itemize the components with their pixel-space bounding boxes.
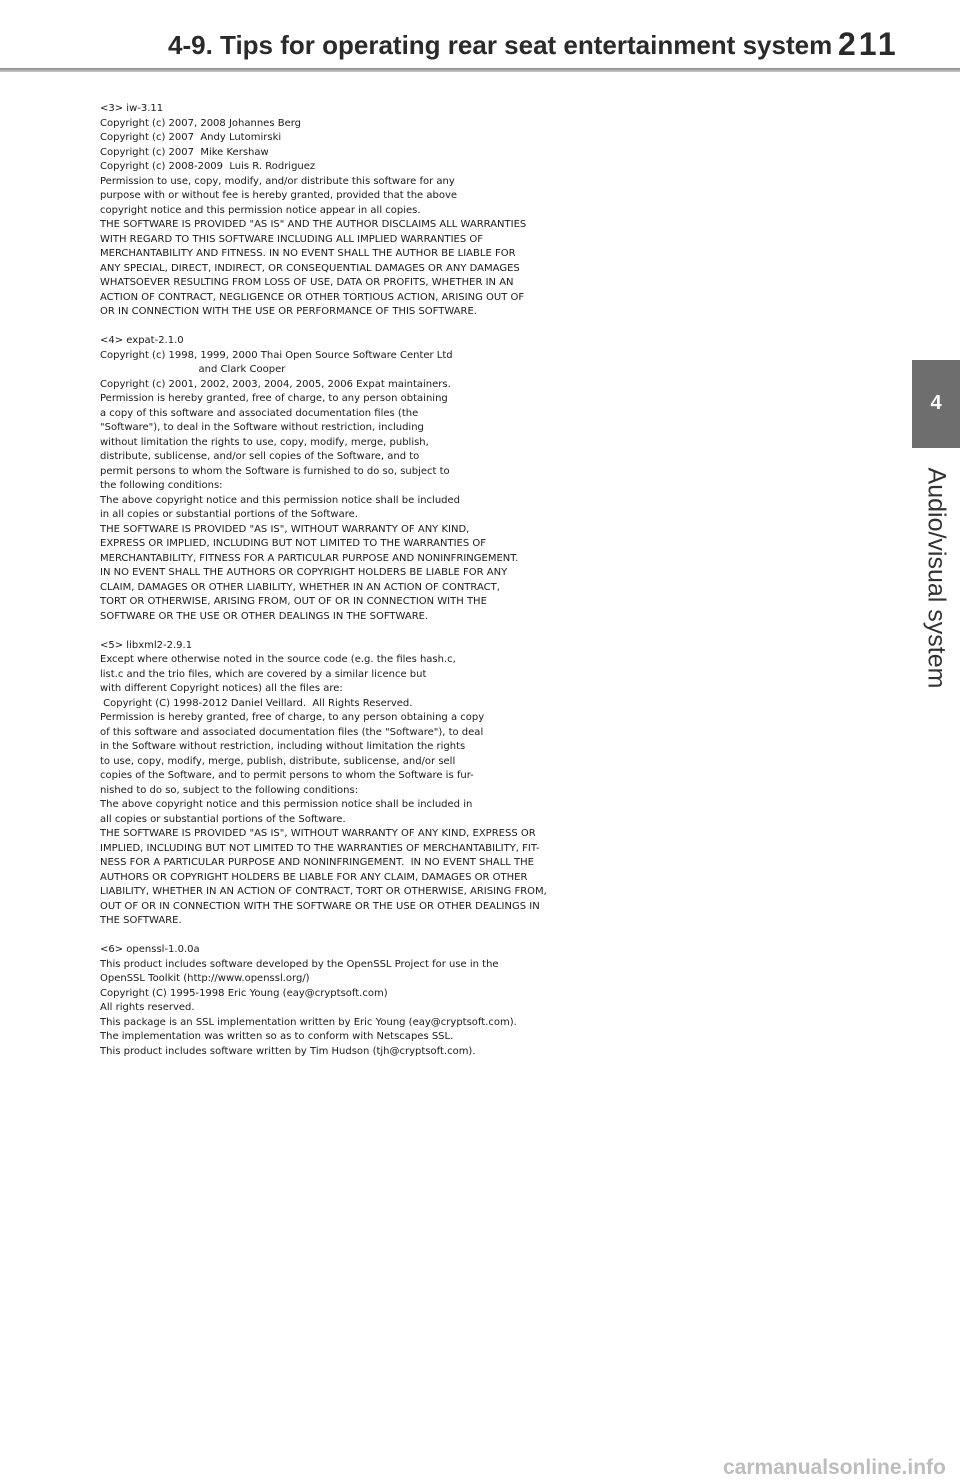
text-line: Except where otherwise noted in the source code (e.g. the files hash.c, (100, 654, 456, 665)
text-line: Copyright (c) 2007 Mike Kershaw (100, 146, 269, 158)
text-line: MERCHANTABILITY AND FITNESS. IN NO EVENT SHALL THE AUTHOR BE LIABLE FOR (100, 248, 516, 259)
text-line: and Clark Cooper (100, 364, 286, 375)
text-line: all copies or substantial portions of the Software. (100, 813, 346, 825)
text-line: permit persons to whom the Software is furnished to do so, subject to (100, 465, 450, 477)
watermark: carmanualsonline.info (723, 1456, 946, 1479)
chapter-label: Audio/visual system (922, 467, 951, 689)
text-line: purpose with or without fee is hereby granted, provided that the above (100, 190, 458, 201)
text-line: EXPRESS OR IMPLIED, INCLUDING BUT NOT LIMITED TO THE WARRANTIES OF (100, 538, 487, 549)
chapter-number: 4 (930, 392, 942, 414)
text-line: <4> expat-2.1.0 (100, 335, 184, 346)
text-line: a copy of this software and associated documentation files (the (100, 407, 419, 419)
text-line: LIABILITY, WHETHER IN AN ACTION OF CONTRACT, TORT OR OTHERWISE, ARISING FROM, (100, 886, 547, 897)
text-line: list.c and the trio files, which are covered by a similar licence but (100, 668, 427, 680)
license-text (100, 102, 700, 1074)
text-line: copyright notice and this permission notice appear in all copies. (100, 204, 421, 216)
text-line: Permission is hereby granted, free of charge, to any person obtaining a copy (100, 712, 485, 723)
text-line: Copyright (C) 1995-1998 Eric Young (eay@cryptsoft.com) (100, 987, 388, 999)
text-line: in the Software without restriction, including without limitation the rights (100, 741, 466, 752)
text-line: The above copyright notice and this permission notice shall be included (100, 494, 461, 506)
text-line: the following conditions: (100, 480, 223, 491)
text-line: THE SOFTWARE IS PROVIDED "AS IS", WITHOUT WARRANTY OF ANY KIND, (100, 523, 470, 535)
text-line: Copyright (c) 2008-2009 Luis R. Rodriguez (100, 161, 316, 172)
text-line: ANY SPECIAL, DIRECT, INDIRECT, OR CONSEQUENTIAL DAMAGES OR ANY DAMAGES (100, 262, 520, 274)
text-line: Permission to use, copy, modify, and/or distribute this software for any (100, 175, 455, 187)
text-line: to use, copy, modify, merge, publish, distribute, sublicense, and/or sell (100, 755, 456, 767)
text-line: NESS FOR A PARTICULAR PURPOSE AND NONINFRINGEMENT. IN NO EVENT SHALL THE (100, 857, 534, 868)
text-line: The implementation was written so as to conform with Netscapes SSL. (100, 1031, 454, 1042)
text-line: Copyright (c) 2007, 2008 Johannes Berg (100, 117, 302, 129)
text-line: THE SOFTWARE. (100, 915, 182, 926)
text-line: Copyright (c) 1998, 1999, 2000 Thai Open Source Software Center Ltd (100, 349, 453, 361)
text-line: The above copyright notice and this permission notice shall be included in (100, 799, 473, 810)
text-line: CLAIM, DAMAGES OR OTHER LIABILITY, WHETHER IN AN ACTION OF CONTRACT, (100, 581, 500, 593)
text-line: distribute, sublicense, and/or sell copies of the Software, and to (100, 451, 420, 462)
page-header (0, 0, 960, 72)
header-title: 4-9. Tips for operating rear seat entertainment system (168, 30, 833, 60)
text-line: This package is an SSL implementation written by Eric Young (eay@cryptsoft.com). (100, 1016, 517, 1028)
text-line: of this software and associated documentation files (the "Software"), to deal (100, 726, 484, 738)
text-line: Copyright (c) 2007 Andy Lutomirski (100, 132, 282, 143)
text-line: Copyright (C) 1998-2012 Daniel Veillard. All Rights Reserved. (100, 697, 413, 709)
text-line: nished to do so, subject to the following conditions: (100, 784, 359, 796)
text-line: WHATSOEVER RESULTING FROM LOSS OF USE, DATA OR PROFITS, WHETHER IN AN (100, 277, 514, 288)
text-line: <6> openssl-1.0.0a (100, 944, 200, 955)
text-line: OpenSSL Toolkit (http://www.openssl.org/) (100, 973, 310, 984)
license-section (100, 334, 700, 624)
text-line: MERCHANTABILITY, FITNESS FOR A PARTICULAR PURPOSE AND NONINFRINGEMENT. (100, 552, 519, 564)
text-line: copies of the Software, and to permit persons to whom the Software is fur- (100, 770, 474, 781)
chapter-tab (912, 360, 960, 448)
text-line: Permission is hereby granted, free of charge, to any person obtaining (100, 393, 448, 404)
text-line: OUT OF OR IN CONNECTION WITH THE SOFTWARE OR THE USE OR OTHER DEALINGS IN (100, 900, 540, 912)
text-line: TORT OR OTHERWISE, ARISING FROM, OUT OF OR IN CONNECTION WITH THE (100, 596, 487, 607)
license-section (100, 102, 700, 320)
text-line: SOFTWARE OR THE USE OR OTHER DEALINGS IN THE SOFTWARE. (100, 610, 429, 622)
text-line: This product includes software written by Tim Hudson (tjh@cryptsoft.com). (100, 1045, 476, 1057)
text-line: THE SOFTWARE IS PROVIDED "AS IS" AND THE AUTHOR DISCLAIMS ALL WARRANTIES (100, 219, 527, 230)
license-section (100, 943, 700, 1059)
text-line: WITH REGARD TO THIS SOFTWARE INCLUDING ALL IMPLIED WARRANTIES OF (100, 233, 483, 245)
text-line: <3> iw-3.11 (100, 103, 164, 114)
text-line: ACTION OF CONTRACT, NEGLIGENCE OR OTHER TORTIOUS ACTION, ARISING OUT OF (100, 291, 525, 303)
text-line: All rights reserved. (100, 1002, 195, 1013)
text-line: OR IN CONNECTION WITH THE USE OR PERFORMANCE OF THIS SOFTWARE. (100, 306, 477, 317)
text-line: without limitation the rights to use, copy, modify, merge, publish, (100, 436, 429, 448)
text-line: AUTHORS OR COPYRIGHT HOLDERS BE LIABLE FOR ANY CLAIM, DAMAGES OR OTHER (100, 871, 528, 883)
text-line: <5> libxml2-2.9.1 (100, 639, 193, 651)
header-rule (0, 68, 960, 72)
text-line: This product includes software developed by the OpenSSL Project for use in the (100, 958, 499, 970)
page-number: 211 (838, 26, 899, 62)
text-line: in all copies or substantial portions of the Software. (100, 509, 358, 520)
text-line: "Software"), to deal in the Software without restriction, including (100, 422, 424, 433)
text-line: Copyright (c) 2001, 2002, 2003, 2004, 2005, 2006 Expat maintainers. (100, 378, 451, 390)
text-line: IMPLIED, INCLUDING BUT NOT LIMITED TO THE WARRANTIES OF MERCHANTABILITY, FIT- (100, 842, 540, 854)
license-section (100, 639, 700, 929)
text-line: THE SOFTWARE IS PROVIDED "AS IS", WITHOUT WARRANTY OF ANY KIND, EXPRESS OR (100, 828, 536, 839)
text-line: with different Copyright notices) all the files are: (100, 683, 343, 694)
text-line: IN NO EVENT SHALL THE AUTHORS OR COPYRIGHT HOLDERS BE LIABLE FOR ANY (100, 567, 508, 578)
